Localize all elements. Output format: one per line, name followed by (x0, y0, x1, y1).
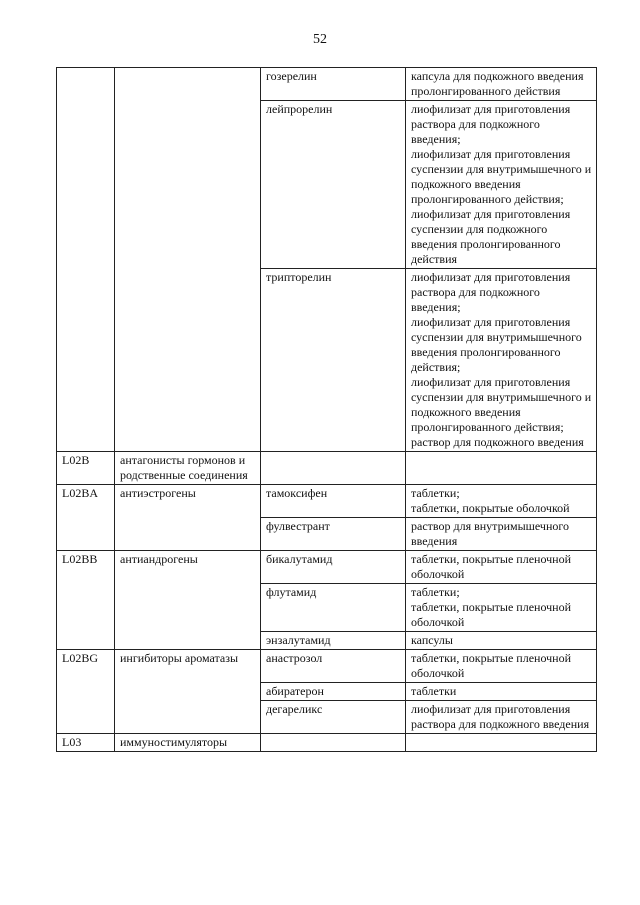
dosage-form: раствор для подкожного введения (411, 435, 584, 449)
atc-group-cell: антагонисты гормонов и родственные соединения (115, 452, 261, 485)
inn-cell: абиратерон (261, 683, 406, 701)
dosage-form-cell (406, 452, 597, 485)
dosage-form-cell (406, 518, 597, 551)
dosage-form: лиофилизат для приготовления суспензии для внутримышечного и подкожного введения пролонгированного действия; (411, 147, 592, 206)
dosage-form: лиофилизат для приготовления раствора для подкожного введения; (411, 270, 571, 314)
atc-code-cell: L02BA (57, 485, 115, 551)
dosage-form-cell (406, 734, 597, 752)
drug-table (56, 67, 597, 752)
atc-code-cell: L02B (57, 452, 115, 485)
atc-group-cell: антиэстрогены (115, 485, 261, 551)
dosage-form-cell (406, 68, 597, 101)
inn-cell: гозерелин (261, 68, 406, 101)
dosage-form: таблетки, покрытые пленочной оболочкой (411, 552, 572, 581)
atc-code-cell: L02BB (57, 551, 115, 650)
dosage-form: лиофилизат для приготовления раствора для подкожного введения; (411, 102, 571, 146)
inn-cell: энзалутамид (261, 632, 406, 650)
dosage-form: таблетки; (411, 486, 460, 500)
dosage-form: лиофилизат для приготовления раствора для подкожного введения (411, 702, 590, 731)
dosage-form-cell (406, 551, 597, 584)
inn-cell (261, 452, 406, 485)
inn-cell: анастрозол (261, 650, 406, 683)
dosage-form: таблетки, покрытые пленочной оболочкой (411, 600, 572, 629)
dosage-form: лиофилизат для приготовления суспензии для подкожного введения пролонгированного действия (411, 207, 571, 266)
inn-cell: тамоксифен (261, 485, 406, 518)
dosage-form-cell (406, 701, 597, 734)
atc-group-cell: иммуностимуляторы (115, 734, 261, 752)
atc-code-cell: L02BG (57, 650, 115, 734)
dosage-form: таблетки, покрытые оболочкой (411, 501, 570, 515)
dosage-form: лиофилизат для приготовления суспензии для внутримышечного и подкожного введения пролонгированного действия; (411, 375, 592, 434)
dosage-form: раствор для внутримышечного введения (411, 519, 569, 548)
atc-group-cell: ингибиторы ароматазы (115, 650, 261, 734)
inn-cell: бикалутамид (261, 551, 406, 584)
inn-cell (261, 734, 406, 752)
atc-group-cell (115, 68, 261, 452)
dosage-form-cell (406, 485, 597, 518)
inn-cell: лейпрорелин (261, 101, 406, 269)
inn-cell: трипторелин (261, 269, 406, 452)
table-row (57, 452, 597, 485)
dosage-form: таблетки (411, 684, 457, 698)
table-row (57, 650, 597, 683)
dosage-form: лиофилизат для приготовления суспензии для внутримышечного введения пролонгированного действия; (411, 315, 582, 374)
dosage-form-cell (406, 269, 597, 452)
atc-code-cell (57, 68, 115, 452)
table-row (57, 551, 597, 584)
atc-code-cell: L03 (57, 734, 115, 752)
dosage-form: капсула для подкожного введения пролонгированного действия (411, 69, 584, 98)
dosage-form-cell (406, 101, 597, 269)
dosage-form: таблетки, покрытые пленочной оболочкой (411, 651, 572, 680)
table-row (57, 485, 597, 518)
dosage-form-cell (406, 683, 597, 701)
inn-cell: флутамид (261, 584, 406, 632)
inn-cell: дегареликс (261, 701, 406, 734)
dosage-form-cell (406, 650, 597, 683)
dosage-form: капсулы (411, 633, 453, 647)
dosage-form-cell (406, 632, 597, 650)
dosage-form-cell (406, 584, 597, 632)
dosage-form: таблетки; (411, 585, 460, 599)
page-number: 52 (313, 32, 327, 47)
inn-cell: фулвестрант (261, 518, 406, 551)
table-row (57, 734, 597, 752)
table-row (57, 68, 597, 101)
atc-group-cell: антиандрогены (115, 551, 261, 650)
